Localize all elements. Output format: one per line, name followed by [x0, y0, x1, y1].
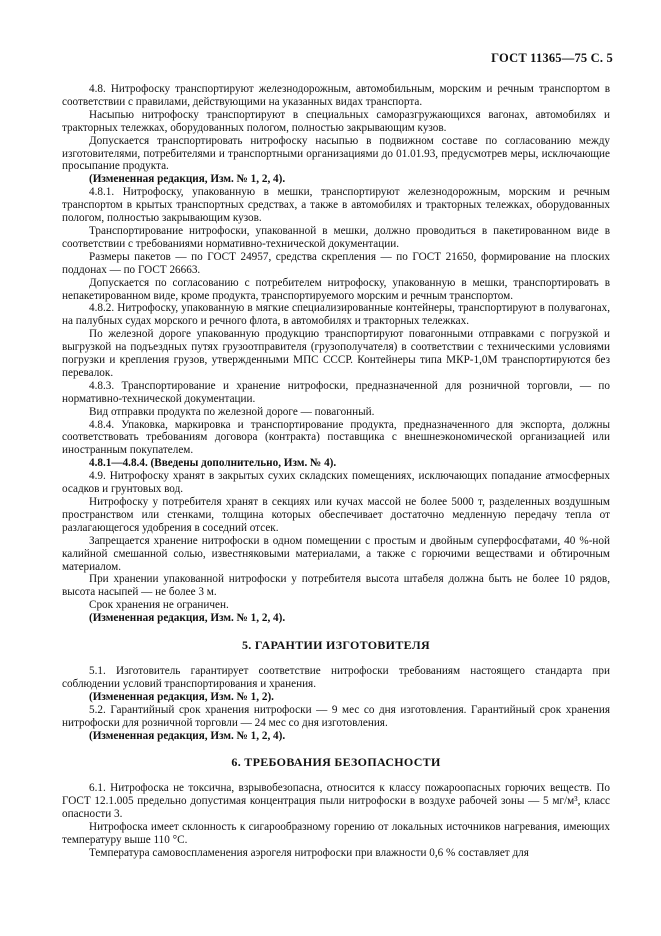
- paragraph: Транспортирование нитрофоски, упакованной в мешки, должно проводиться в пакетированном виде в соответствии с требованиями нормативно-технической документации.: [62, 224, 610, 250]
- edition-note: (Измененная редакция, Изм. № 1, 2, 4).: [89, 173, 286, 186]
- paragraph: 5.1. Изготовитель гарантирует соответствие нитрофоски требованиям настоящего стандарта при соблюдении условий транспортирования и хранения.: [62, 664, 610, 690]
- paragraph: При хранении упакованной нитрофоски у потребителя высота штабеля должна быть не более 10 рядов, высота насыпей — не более 3 м.: [62, 573, 610, 599]
- paragraph: 4.9. Нитрофоску хранят в закрытых сухих складских помещениях, исключающих попадание атмосферных осадков и грунтовых вод.: [62, 470, 610, 496]
- paragraph: Нитрофоска имеет склонность к сигарообразному горению от локальных источников нагревания, имеющих температуру выше 110 °С.: [62, 821, 610, 846]
- paragraph: По железной дороге упакованную продукцию транспортируют повагонными отправками с погрузкой и выгрузкой на подъездных путях грузоотправителя (грузополучателя) в соответствии с техническими условиями погрузки и крепления грузов, утвержденными МПС СССР. Контейнеры типа МКР-1,0М транспортируются без перевалок.: [62, 328, 610, 379]
- paragraph: 4.8.4. Упаковка, маркировка и транспортирование продукта, предназначенного для экспорта, должны соответствовать требованиям договора (контракта) поставщика с внешнеэкономической организацией или иностранным покупателем.: [62, 418, 610, 457]
- paragraph: 6.1. Нитрофоска не токсична, взрывобезопасна, относится к классу пожароопасных горючих веществ. По ГОСТ 12.1.005 предельно допустимая концентрация пыли нитрофоски в воздухе рабочей зоны — 5 мг/м³, класс опасности 3.: [62, 782, 610, 821]
- running-title: ГОСТ 11365—75 С. 5: [491, 51, 613, 65]
- paragraph: Вид отправки продукта по железной дороге — повагонный.: [89, 405, 375, 418]
- paragraph: 4.8.3. Транспортирование и хранение нитрофоски, предназначенной для розничной торговли, — по нормативно-технической документации.: [62, 379, 610, 405]
- paragraph: Температура самовоспламенения аэрогеля нитрофоски при влажности 0,6 % составляет для: [89, 846, 529, 859]
- paragraph: Размеры пакетов — по ГОСТ 24957, средства скрепления — по ГОСТ 21650, формирование на плоских поддонах — по ГОСТ 26663.: [62, 250, 610, 276]
- paragraph: Нитрофоску у потребителя хранят в секциях или кучах массой не более 5000 т, разделенных воздушным пространством или стенками, толщина которых обеспечивает достаточно медленную передачу тепла от разлагающегося удобрения в соседний отсек.: [62, 496, 610, 534]
- paragraph: 4.8.1. Нитрофоску, упакованную в мешки, транспортируют железнодорожным, морским и речным транспортом в крытых транспортных средствах, а также в автомобилях и тракторных тележках, оборудованных пологом, полностью закрывающим кузов.: [62, 186, 610, 225]
- edition-note: (Измененная редакция, Изм. № 1, 2).: [89, 690, 274, 703]
- paragraph: Запрещается хранение нитрофоски в одном помещении с простым и двойным суперфосфатами, 40 %-ной калийной смешанной солью, известняковыми материалами, а также с горючими веществами и обтирочным материалом.: [62, 534, 610, 573]
- paragraph: Насыпью нитрофоску транспортируют в специальных саморазгружающихся вагонах, автомобилях и тракторных тележках, оборудованных пологом, полностью закрывающим кузов.: [62, 108, 610, 134]
- edition-note: 4.8.1—4.8.4. (Введены дополнительно, Изм. № 4).: [89, 457, 337, 470]
- paragraph: 4.8. Нитрофоску транспортируют железнодорожным, автомобильным, морским и речным транспортом в соответствии с правилами, действующими на указанных видах транспорта.: [62, 83, 610, 108]
- transport-storage-section: [62, 83, 610, 625]
- document-body: [62, 83, 610, 860]
- edition-note: (Измененная редакция, Изм. № 1, 2, 4).: [89, 612, 286, 625]
- paragraph: 5.2. Гарантийный срок хранения нитрофоски — 9 мес со дня изготовления. Гарантийный срок хранения нитрофоски для розничной торговли — 24 мес со дня изготовления.: [62, 703, 610, 729]
- section-5-body: [62, 665, 610, 742]
- section-6-title: 6. ТРЕБОВАНИЯ БЕЗОПАСНОСТИ: [231, 755, 441, 770]
- paragraph: Допускается по согласованию с потребителем нитрофоску, упакованную в мешки, транспортировать в непакетированном виде, кроме продукта, транспортируемого морским и речным транспортом.: [62, 276, 610, 302]
- section-6-body: [62, 782, 610, 859]
- paragraph: Допускается транспортировать нитрофоску насыпью в подвижном составе по согласованию между изготовителями, потребителями и транспортными организациями до 01.01.93, предусмотрев меры, исключающие просыпание продукта.: [62, 134, 610, 173]
- edition-note: (Измененная редакция, Изм. № 1, 2, 4).: [89, 729, 286, 742]
- section-5-title: 5. ГАРАНТИИ ИЗГОТОВИТЕЛЯ: [242, 638, 430, 653]
- paragraph: Срок хранения не ограничен.: [89, 599, 229, 612]
- paragraph: 4.8.2. Нитрофоску, упакованную в мягкие специализированные контейнеры, транспортируют в полувагонах, на палубных судах морского и речного флота, в автомобилях и тракторных тележках.: [62, 302, 610, 328]
